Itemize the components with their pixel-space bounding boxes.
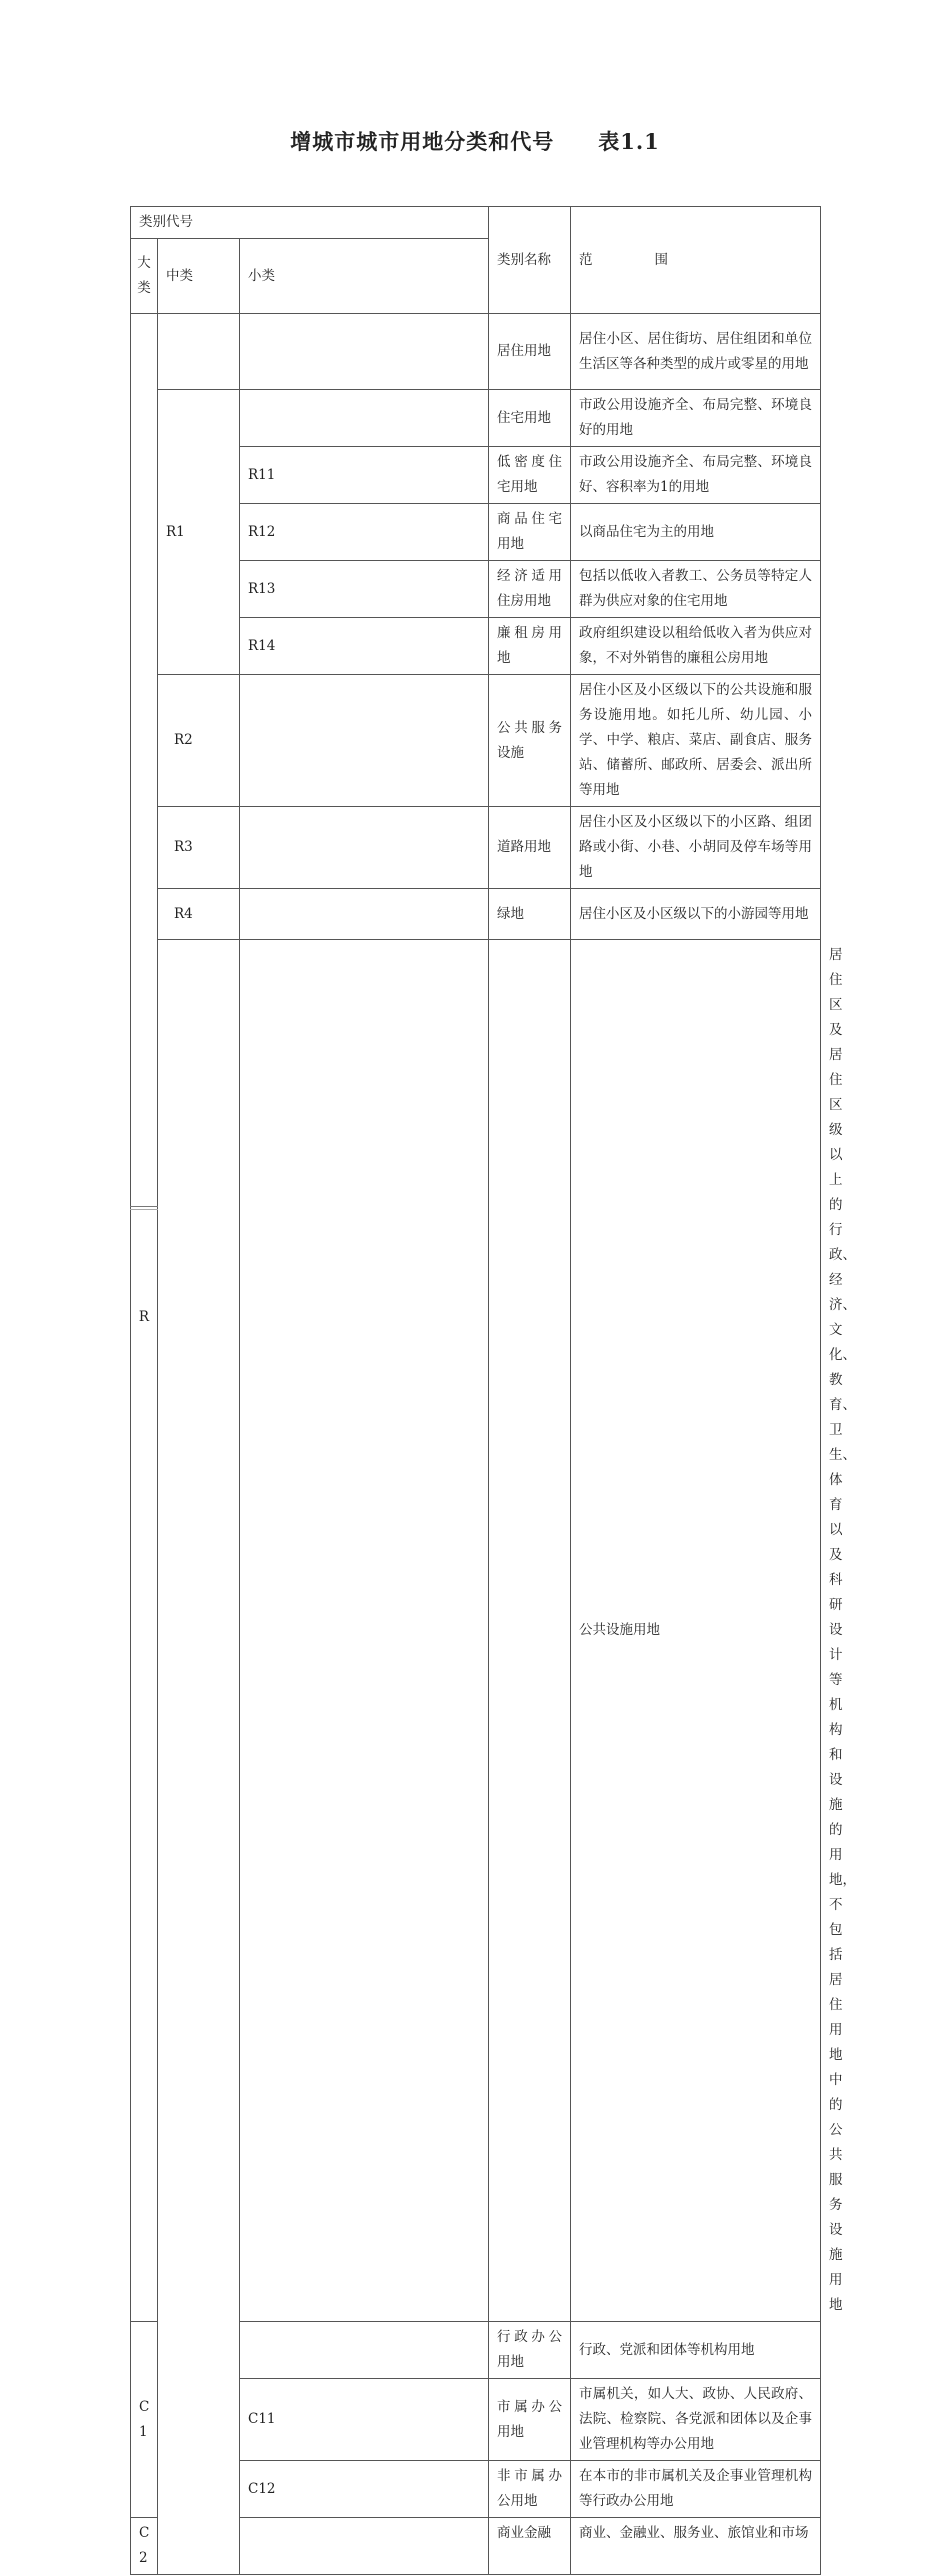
category-name: 居住用地 [489,314,571,390]
header-minor: 小类 [240,239,489,314]
category-name: 公共设施用地 [571,940,821,2322]
category-name: 市属办公用地 [489,2379,571,2461]
medium-code-r4: R4 [158,889,240,940]
category-range: 居住小区及小区级以下的公共设施和服务设施用地。如托儿所、幼儿园、小学、中学、粮店、菜店、副食店、服务站、储蓄所、邮政所、居委会、派出所等用地 [571,675,821,807]
category-range: 商业、金融业、服务业、旅馆业和市场 [571,2518,821,2575]
medium-code-cell [240,940,489,2322]
minor-code-cell [240,2518,489,2575]
category-range: 居住小区及小区级以下的小游园等用地 [571,889,821,940]
header-range-char-2: 围 [654,251,669,268]
minor-code-r11: R11 [240,447,489,504]
minor-code-c12: C12 [240,2461,489,2518]
category-name: 非市属办公用地 [489,2461,571,2518]
table-row [131,889,821,940]
medium-code-r3: R3 [158,807,240,889]
category-name: 公共服务设施 [489,675,571,807]
category-name: 住宅用地 [489,390,571,447]
category-range: 居住小区、居住街坊、居住组团和单位生活区等各种类型的成片或零星的用地 [571,314,821,390]
category-name: 绿地 [489,889,571,940]
medium-code-cell [158,314,240,390]
category-range: 在本市的非市属机关及企事业管理机构等行政办公用地 [571,2461,821,2518]
table-row [131,675,821,807]
minor-code-cell [240,2322,489,2379]
category-range: 行政、党派和团体等机构用地 [571,2322,821,2379]
category-range: 政府组织建设以租给低收入者为供应对象，不对外销售的廉租公房用地 [571,618,821,675]
category-name: 廉租房用地 [489,618,571,675]
category-range: 市政公用设施齐全、布局完整、环境良好的用地 [571,390,821,447]
category-name: 行政办公用地 [489,2322,571,2379]
table-cut-edge [130,1206,158,1210]
category-range: 居住小区及小区级以下的小区路、组团路或小街、小巷、小胡同及停车场等用地 [571,807,821,889]
header-category-code: 类别代号 [131,207,489,239]
header-major: 大类 [131,239,158,314]
land-use-classification-table [130,206,857,2575]
header-row-top [131,207,821,239]
category-name: 商业金融 [489,2518,571,2575]
minor-code-cell [240,675,489,807]
category-range: 市属机关，如人大、政协、人民政府、法院、检察院、各党派和团体以及企事业管理机构等办公用地 [571,2379,821,2461]
header-range [571,207,821,314]
category-name: 道路用地 [489,807,571,889]
minor-code-cell [240,889,489,940]
minor-code-cell [240,314,489,390]
major-code-cell [158,940,240,2575]
page-title: 增城市城市用地分类和代号 表1.1 [290,129,660,154]
medium-code-c1: C1 [131,2322,158,2518]
minor-code-r12: R12 [240,504,489,561]
minor-code-cell [489,940,571,2322]
category-name: 经济适用住房用地 [489,561,571,618]
category-name: 低密度住宅用地 [489,447,571,504]
minor-code-c11: C11 [240,2379,489,2461]
category-name: 商品住宅用地 [489,504,571,561]
category-range: 市政公用设施齐全、布局完整、环境良好、容积率为1的用地 [571,447,821,504]
medium-code-r2: R2 [158,675,240,807]
table-row [131,390,821,447]
table-row [131,807,821,889]
header-category-name: 类别名称 [489,207,571,314]
minor-code-r13: R13 [240,561,489,618]
minor-code-r14: R14 [240,618,489,675]
table-row [131,314,821,390]
major-code-r: R [131,314,158,2322]
minor-code-cell [240,390,489,447]
header-range-char-1: 范 [579,251,593,268]
category-range: 以商品住宅为主的用地 [571,504,821,561]
table-row: 公共设施用地 居住区及居住区级以上的行政、经济、文化、教育、卫生、体育以及科研设计等机构和设施的用地，不包括居住用地中的公共服务设施用地 [131,940,821,2322]
medium-code-c2: C2 [131,2518,158,2575]
category-range: 包括以低收入者教工、公务员等特定人群为供应对象的住宅用地 [571,561,821,618]
medium-code-r1: R1 [158,390,240,675]
header-medium: 中类 [158,239,240,314]
minor-code-cell [240,807,489,889]
